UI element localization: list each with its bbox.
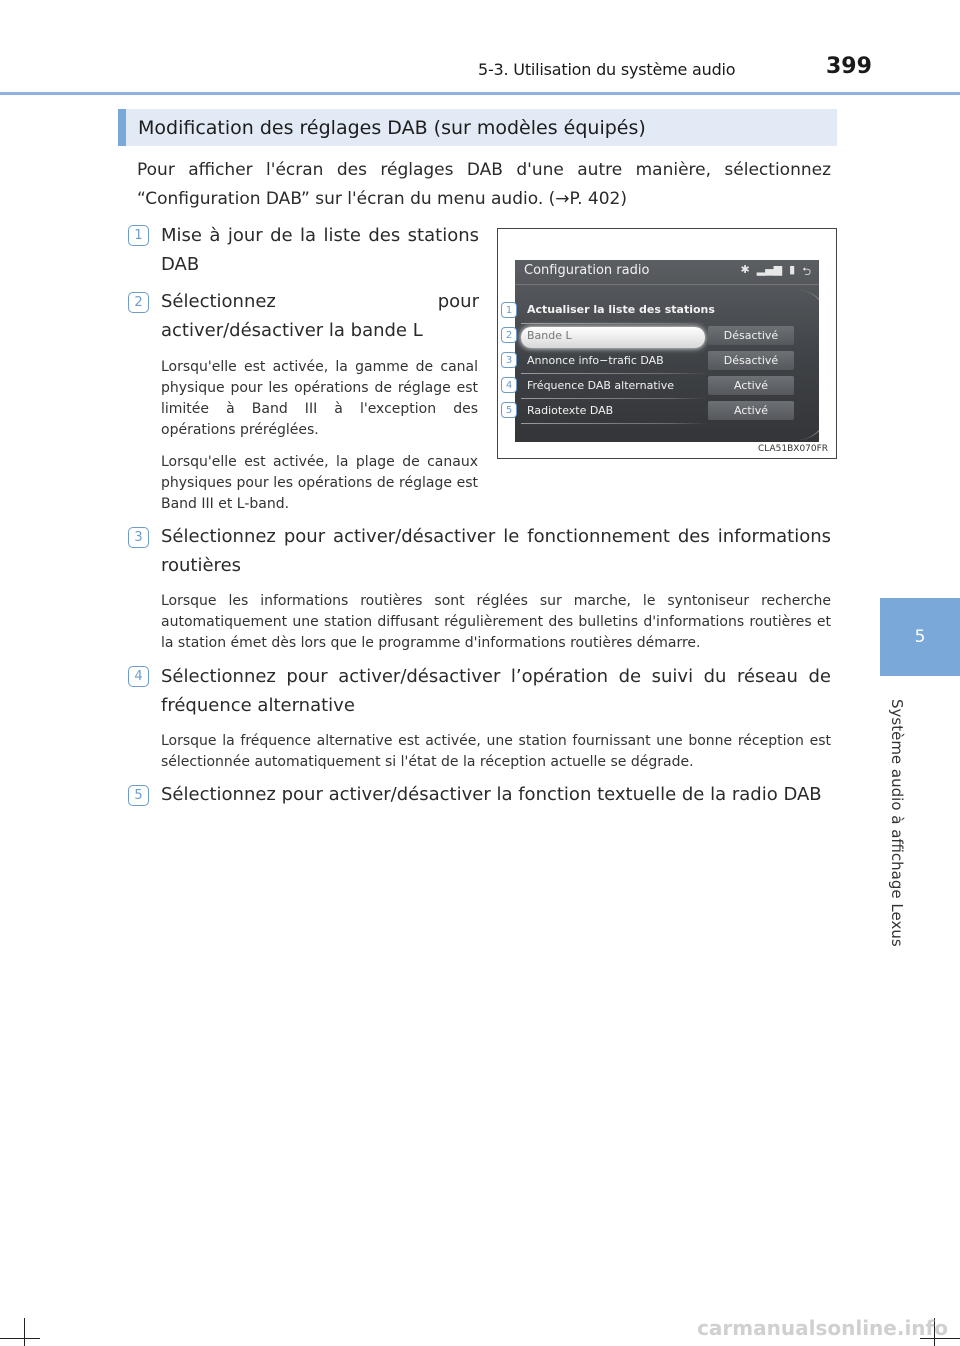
item-marker-4: 4 [128, 666, 149, 687]
signal-icon: ▂▄▆ [756, 263, 783, 276]
item-marker-5: 5 [128, 785, 149, 806]
screen-status-icons [741, 263, 811, 282]
screen-marker-3: 3 [501, 352, 517, 368]
screen-row-label-5[interactable]: Radiotexte DAB [527, 404, 614, 417]
item-marker-2: 2 [128, 292, 149, 313]
screen-row-label-3[interactable]: Annonce info−trafic DAB [527, 354, 664, 367]
item-note-4: Lorsque la fréquence alternative est activée, une station fournissant une bonne réception est sélectionnée automatiquement si l'état de la réception actuelle se dégrade. [161, 733, 831, 770]
section-heading [118, 109, 837, 146]
battery-icon: ▮ [789, 263, 796, 276]
item-marker-3: 3 [128, 527, 149, 548]
back-icon[interactable]: ⮌ [802, 265, 811, 278]
item-note-2b: Lorsqu'elle est activée, la plage de canaux physiques pour les opérations de réglage est Band III et L-band. [161, 454, 478, 512]
chapter-number: 5 [914, 627, 926, 647]
chapter-title: Système audio à affichage Lexus [888, 699, 906, 947]
screen-marker-2: 2 [501, 327, 517, 343]
screen-row-line [521, 323, 707, 324]
screen-row-line [521, 423, 707, 424]
screen-row-label-2[interactable]: Bande L [527, 329, 572, 342]
header-rule [0, 92, 960, 95]
screen-row-value-2[interactable]: Désactivé [708, 326, 794, 345]
crop-mark-left [0, 1338, 40, 1339]
screen-row-line [521, 373, 707, 374]
screen-title: Configuration radio [524, 263, 650, 278]
screen-row-value-3[interactable]: Désactivé [708, 351, 794, 370]
intro-paragraph: Pour afficher l'écran des réglages DAB d'une autre manière, sélectionnez “Configuration DAB” sur l'écran du menu audio. (→P. 402) [137, 160, 831, 209]
item-title-3: Sélectionnez pour activer/désactiver le fonctionnement des informations routières [161, 526, 831, 576]
screen-row-value-5[interactable]: Activé [708, 401, 794, 420]
crop-mark-left-vertical [24, 1318, 25, 1346]
watermark: carmanualsonline.info [697, 1316, 948, 1340]
section-title: 5-3. Utilisation du système audio [478, 60, 736, 79]
chapter-tab[interactable] [880, 598, 960, 676]
item-title-4: Sélectionnez pour activer/désactiver l’opération de suivi du réseau de fréquence alternative [161, 666, 831, 716]
item-marker-1: 1 [128, 225, 149, 246]
radio-config-screen [515, 260, 819, 442]
item-title-2: Sélectionnez pour activer/désactiver la bande L [161, 291, 479, 341]
bluetooth-icon: ✱ [740, 263, 750, 276]
screen-divider [515, 284, 819, 285]
page-number: 399 [826, 54, 872, 79]
section-heading-text: Modification des réglages DAB (sur modèles équipés) [138, 116, 646, 139]
item-note-3: Lorsque les informations routières sont réglées sur marche, le syntoniseur recherche automatiquement une station diffusant régulièrement des bulletins d'informations routières et la station émet dès lors que le programme d'informations routières démarre. [161, 593, 831, 651]
screen-row-line [521, 398, 707, 399]
screen-row-label-4[interactable]: Fréquence DAB alternative [527, 379, 674, 392]
screen-marker-1: 1 [501, 302, 517, 318]
screen-row-value-4[interactable]: Activé [708, 376, 794, 395]
screen-marker-4: 4 [501, 377, 517, 393]
screen-marker-5: 5 [501, 402, 517, 418]
item-note-2a: Lorsqu'elle est activée, la gamme de canal physique pour les opérations de réglage est limitée à Band III à l'exception des opérations préréglées. [161, 359, 478, 438]
item-title-1: Mise à jour de la liste des stations DAB [161, 225, 479, 275]
screen-row-label-1[interactable]: Actualiser la liste des stations [527, 303, 715, 316]
screen-scroll-arc[interactable] [797, 290, 819, 440]
figure-code: CLA51BX070FR [758, 444, 829, 454]
item-title-5: Sélectionnez pour activer/désactiver la fonction textuelle de la radio DAB [161, 784, 822, 805]
